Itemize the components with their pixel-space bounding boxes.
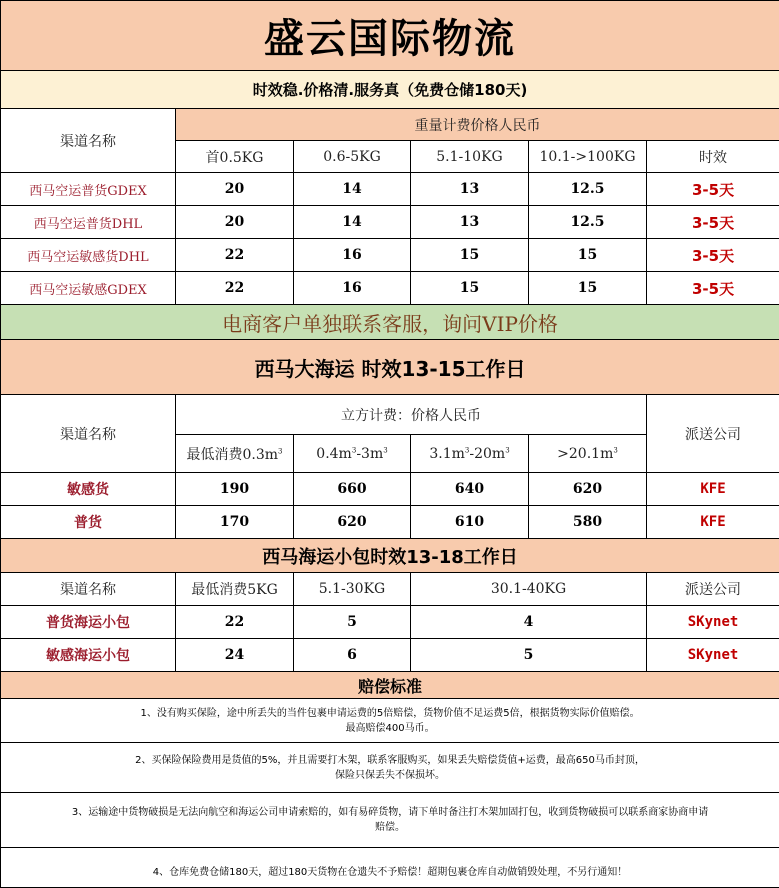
air-price: 22: [176, 272, 294, 305]
sea-price: 610: [411, 506, 529, 539]
air-price: 22: [176, 239, 294, 272]
parcel-col-header: 5.1-30KG: [294, 573, 411, 606]
air-price: 15: [529, 272, 647, 305]
air-channel-name: 西马空运敏感货DHL: [1, 239, 176, 272]
air-price: 15: [529, 239, 647, 272]
air-price: 13: [411, 206, 529, 239]
compensation-item: 2、买保险保险费用是货值的5%，并且需要打木架，联系客服购买，如果丢失赔偿货值+运费，最高650马币封顶， 保险只保丢失不保损坏。: [1, 743, 779, 793]
sea-price: 190: [176, 473, 294, 506]
parcel-company-header: 派送公司: [647, 573, 779, 606]
parcel-company: SKynet: [647, 639, 779, 672]
sea-company-header: 派送公司: [647, 395, 779, 473]
air-col-header: 10.1->100KG: [529, 141, 647, 173]
parcel-price: 24: [176, 639, 294, 672]
sea-price: 640: [411, 473, 529, 506]
compensation-title: 赔偿标准: [1, 672, 779, 699]
parcel-row: [1, 639, 779, 672]
sea-price: 580: [529, 506, 647, 539]
air-transit-time: 3-5天: [647, 239, 779, 272]
air-channel-name: 西马空运普货GDEX: [1, 173, 176, 206]
air-price: 14: [294, 206, 411, 239]
sea-col-header: $0.4m^3-3m^3$: [294, 435, 411, 473]
air-price: 15: [411, 239, 529, 272]
sea-price: 170: [176, 506, 294, 539]
sea-row: [1, 473, 779, 506]
air-row: [1, 206, 779, 239]
air-price: 14: [294, 173, 411, 206]
air-row: [1, 272, 779, 305]
sea-price: 620: [529, 473, 647, 506]
air-col-header: 0.6-5KG: [294, 141, 411, 173]
air-channel-name: 西马空运普货DHL: [1, 206, 176, 239]
company-title: 盛云国际物流: [1, 1, 779, 71]
parcel-channel-name: 普货海运小包: [1, 606, 176, 639]
air-col-header: 时效: [647, 141, 779, 173]
sea-col-header: $3.1m^3-20m^3$: [411, 435, 529, 473]
parcel-price: 4: [411, 606, 647, 639]
compensation-item: 3、运输途中货物破损是无法向航空和海运公司申请索赔的，如有易碎货物，请下单时备注打木架加固打包，收到货物破损可以联系商家协商申请 赔偿。: [1, 793, 779, 848]
sea-col-header: 最低消费$0.3m^3$: [176, 435, 294, 473]
parcel-company: SKynet: [647, 606, 779, 639]
parcel-row: [1, 606, 779, 639]
parcel-price: 6: [294, 639, 411, 672]
air-transit-time: 3-5天: [647, 173, 779, 206]
sea-title: 西马大海运 时效13-15工作日: [1, 340, 779, 395]
air-price: 20: [176, 206, 294, 239]
vip-banner: 电商客户单独联系客服，询问VIP价格: [1, 305, 779, 340]
sea-row: [1, 506, 779, 539]
compensation-item: 1、没有购买保险，途中所丢失的当件包裹申请运费的5倍赔偿，货物价值不足运费5倍，根据货物实际价值赔偿。 最高赔偿400马币。: [1, 699, 779, 743]
air-row: [1, 239, 779, 272]
parcel-channel-name: 敏感海运小包: [1, 639, 176, 672]
parcel-price: 22: [176, 606, 294, 639]
parcel-price: 5: [411, 639, 647, 672]
air-price: 16: [294, 272, 411, 305]
air-transit-time: 3-5天: [647, 272, 779, 305]
sea-channel-name: 普货: [1, 506, 176, 539]
sea-company: KFE: [647, 506, 779, 539]
sea-col-header: $>20.1m^3$: [529, 435, 647, 473]
parcel-col-header: 最低消费5KG: [176, 573, 294, 606]
air-price: 13: [411, 173, 529, 206]
air-price: 15: [411, 272, 529, 305]
sea-company: KFE: [647, 473, 779, 506]
parcel-title: 西马海运小包时效13-18工作日: [1, 539, 779, 573]
air-row: [1, 173, 779, 206]
air-transit-time: 3-5天: [647, 206, 779, 239]
air-channel-name: 西马空运敏感GDEX: [1, 272, 176, 305]
parcel-col-header: 30.1-40KG: [411, 573, 647, 606]
sea-channel-name: 敏感货: [1, 473, 176, 506]
subtitle: 时效稳.价格清.服务真（免费仓储180天): [1, 71, 779, 109]
sea-price: 660: [294, 473, 411, 506]
parcel-channel-header: 渠道名称: [1, 573, 176, 606]
air-price: 12.5: [529, 206, 647, 239]
parcel-price: 5: [294, 606, 411, 639]
air-channel-header: 渠道名称: [1, 109, 176, 173]
air-col-header: 首0.5KG: [176, 141, 294, 173]
air-price: 20: [176, 173, 294, 206]
air-price: 12.5: [529, 173, 647, 206]
sea-price: 620: [294, 506, 411, 539]
air-col-header: 5.1-10KG: [411, 141, 529, 173]
air-price-header: 重量计费价格人民币: [176, 109, 779, 141]
compensation-item: 4、仓库免费仓储180天，超过180天货物在仓遗失不予赔偿！超期包裹仓库自动做销毁处理，不另行通知！: [1, 848, 779, 888]
air-price: 16: [294, 239, 411, 272]
sea-price-header: 立方计费：价格人民币: [176, 395, 647, 435]
sea-channel-header: 渠道名称: [1, 395, 176, 473]
